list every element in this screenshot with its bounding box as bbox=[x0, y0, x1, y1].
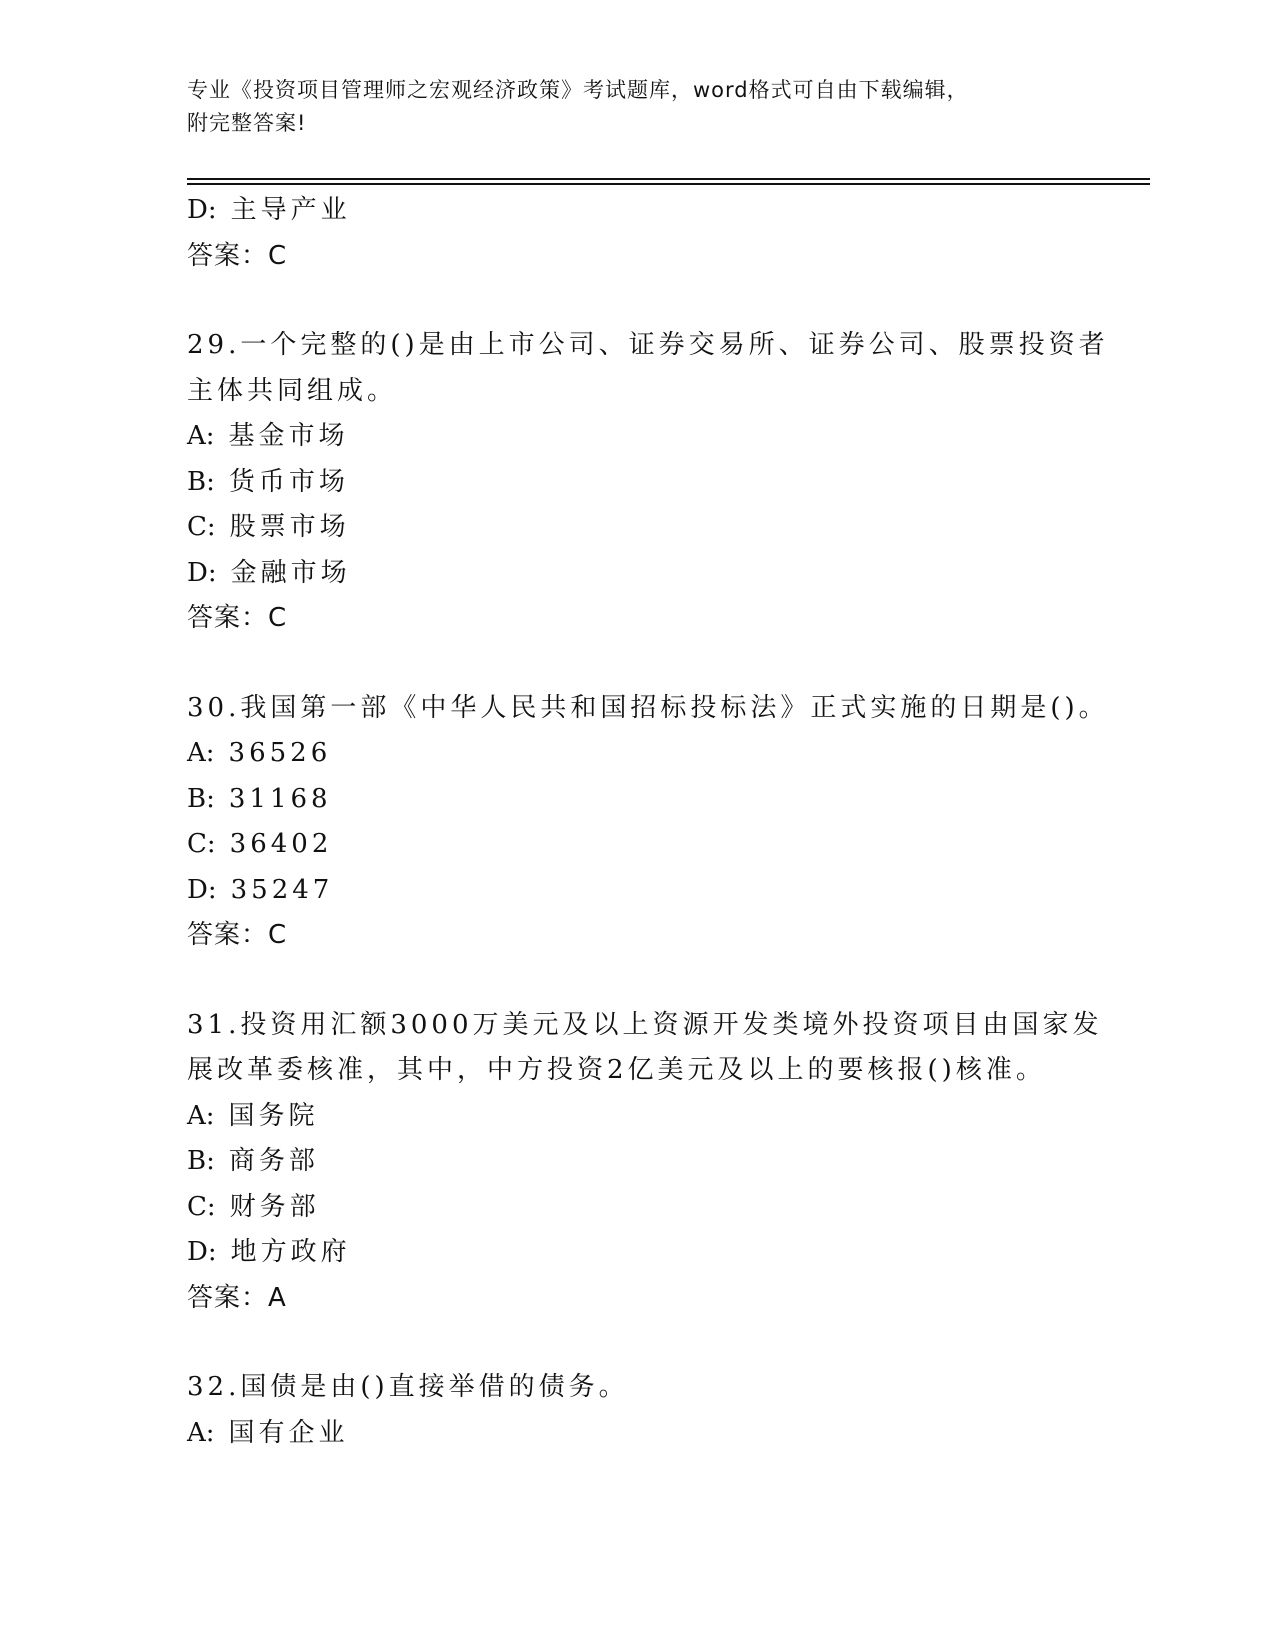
option-d: D: 地方政府 bbox=[187, 1237, 351, 1267]
header-rule-bottom bbox=[187, 183, 1150, 185]
option-a: A: 36526 bbox=[187, 738, 332, 768]
question-30 bbox=[187, 686, 1109, 959]
spacer bbox=[187, 1321, 1087, 1365]
option-c: C: 36402 bbox=[187, 829, 333, 859]
option-b: B: 商务部 bbox=[187, 1146, 319, 1176]
answer: 答案：A bbox=[187, 1282, 287, 1313]
header-line-2: 附完整答案! bbox=[187, 111, 307, 135]
document-header bbox=[187, 74, 1087, 140]
spacer bbox=[187, 279, 1087, 323]
spacer bbox=[187, 642, 1087, 686]
option-a: A: 国务院 bbox=[187, 1100, 319, 1131]
question-32 bbox=[187, 1365, 1087, 1456]
option-b: B: 31168 bbox=[187, 783, 332, 814]
option-d: D: 35247 bbox=[187, 874, 334, 905]
question-text: 29.一个完整的()是由上市公司、证券交易所、证券公司、股票投资者 bbox=[187, 330, 1109, 360]
question-text: 31.投资用汇额3000万美元及以上资源开发类境外投资项目由国家发 bbox=[187, 1009, 1103, 1040]
question-text-continued: 展改革委核准，其中，中方投资2亿美元及以上的要核报()核准。 bbox=[187, 1055, 1046, 1085]
option-c: C: 股票市场 bbox=[187, 512, 350, 542]
header-rule-top bbox=[187, 178, 1150, 180]
question-31 bbox=[187, 1003, 1103, 1322]
option-b: B: 货币市场 bbox=[187, 466, 349, 497]
option-a: A: 国有企业 bbox=[187, 1417, 349, 1448]
question-text-continued: 主体共同组成。 bbox=[187, 375, 398, 406]
question-text: 32.国债是由()直接举借的债务。 bbox=[187, 1372, 629, 1402]
answer: 答案：C bbox=[187, 603, 288, 633]
document-body bbox=[187, 188, 1109, 1456]
option-a: A: 基金市场 bbox=[187, 421, 349, 451]
option-c: C: 财务部 bbox=[187, 1191, 320, 1222]
option-d: D: 主导产业 bbox=[187, 195, 351, 225]
question-text: 30.我国第一部《中华人民共和国招标投标法》正式实施的日期是()。 bbox=[187, 692, 1109, 723]
spacer bbox=[187, 959, 1087, 1003]
question-29 bbox=[187, 323, 1109, 642]
option-d: D: 金融市场 bbox=[187, 557, 351, 588]
header-line-1: 专业《投资项目管理师之宏观经济政策》考试题库，word格式可自由下载编辑， bbox=[187, 78, 969, 102]
answer: 答案：C bbox=[187, 240, 288, 271]
answer: 答案：C bbox=[187, 920, 288, 950]
